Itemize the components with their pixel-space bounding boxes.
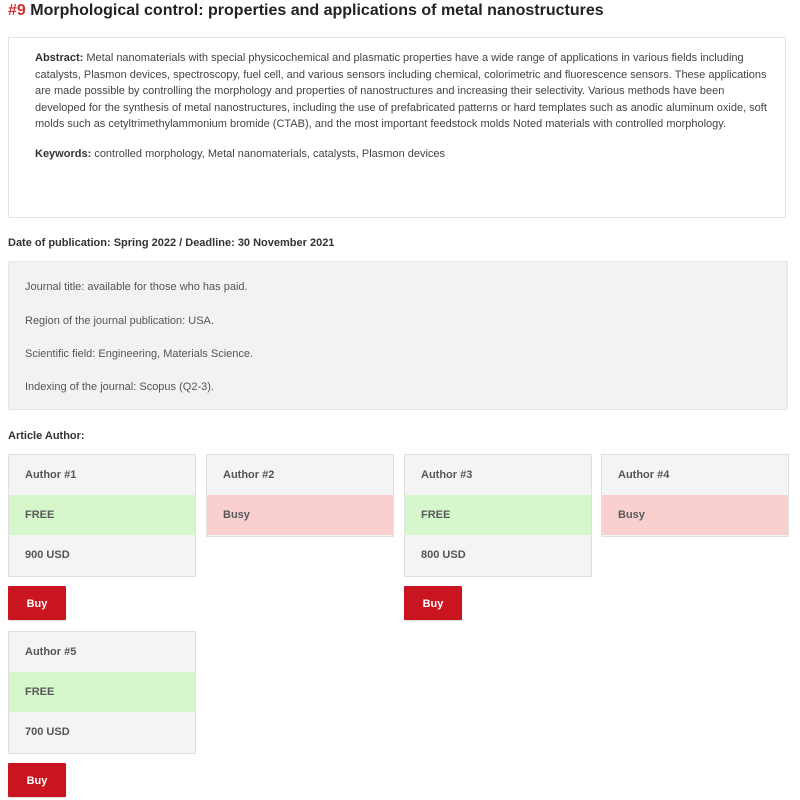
article-author-heading: Article Author: — [8, 430, 85, 442]
author-name: Author #3 — [405, 455, 591, 495]
author-price: 700 USD — [9, 712, 195, 752]
author-name: Author #5 — [9, 632, 195, 672]
journal-info-box — [8, 261, 788, 410]
author-price: 800 USD — [405, 535, 591, 575]
article-number: #9 — [8, 2, 26, 19]
author-name: Author #4 — [602, 455, 788, 495]
scientific-field-info: Scientific field: Engineering, Materials Science. — [25, 348, 254, 360]
abstract-label: Abstract: — [35, 52, 84, 64]
author-card-4 — [601, 454, 789, 537]
author-status-free: FREE — [405, 495, 591, 535]
author-card-1 — [8, 454, 196, 577]
abstract-text: Metal nanomaterials with special physicochemical and plasmatic properties have a wide range of applications in various fields including catalysts, Plasmon devices, spectroscopy, fuel cell, and various sensors including chemical, colorimetric and fluorescence sensors. These applications are made possible by controlling the morphology and properties of nanostructures and increasing their selectivity. Various methods have been developed for the synthesis of metal nanostructures, including the use of prefabricated patterns or hard templates such as anodic aluminum oxide, soft molds such as cetyltrimethylammonium bromide (CTAB), and the most important feedstock molds Noted materials with controlled morphology. — [35, 52, 767, 130]
author-card-3 — [404, 454, 592, 577]
author-status-free: FREE — [9, 672, 195, 712]
author-status-busy: Busy — [207, 495, 393, 535]
keywords-text: controlled morphology, Metal nanomaterials, catalysts, Plasmon devices — [94, 147, 446, 160]
keywords-paragraph — [35, 146, 769, 163]
article-title — [8, 0, 798, 22]
author-price: 900 USD — [9, 535, 195, 575]
author-status-free: FREE — [9, 495, 195, 535]
author-card-2 — [206, 454, 394, 537]
buy-button-author-5[interactable]: Buy — [8, 763, 66, 797]
buy-button-author-1[interactable]: Buy — [8, 586, 66, 620]
author-name: Author #2 — [207, 455, 393, 495]
author-card-5 — [8, 631, 196, 754]
journal-title-info: Journal title: available for those who has paid. — [25, 281, 248, 293]
region-info: Region of the journal publication: USA. — [25, 315, 214, 327]
author-name: Author #1 — [9, 455, 195, 495]
buy-button-author-3[interactable]: Buy — [404, 586, 462, 620]
publication-date: Date of publication: Spring 2022 / Deadline: 30 November 2021 — [8, 237, 335, 249]
article-title-text: Morphological control: properties and applications of metal nanostructures — [30, 2, 604, 19]
keywords-label: Keywords: — [35, 147, 92, 160]
author-status-busy: Busy — [602, 495, 788, 535]
abstract-box — [8, 37, 786, 218]
indexing-info: Indexing of the journal: Scopus (Q2-3). — [25, 381, 214, 393]
abstract-paragraph — [35, 50, 769, 133]
